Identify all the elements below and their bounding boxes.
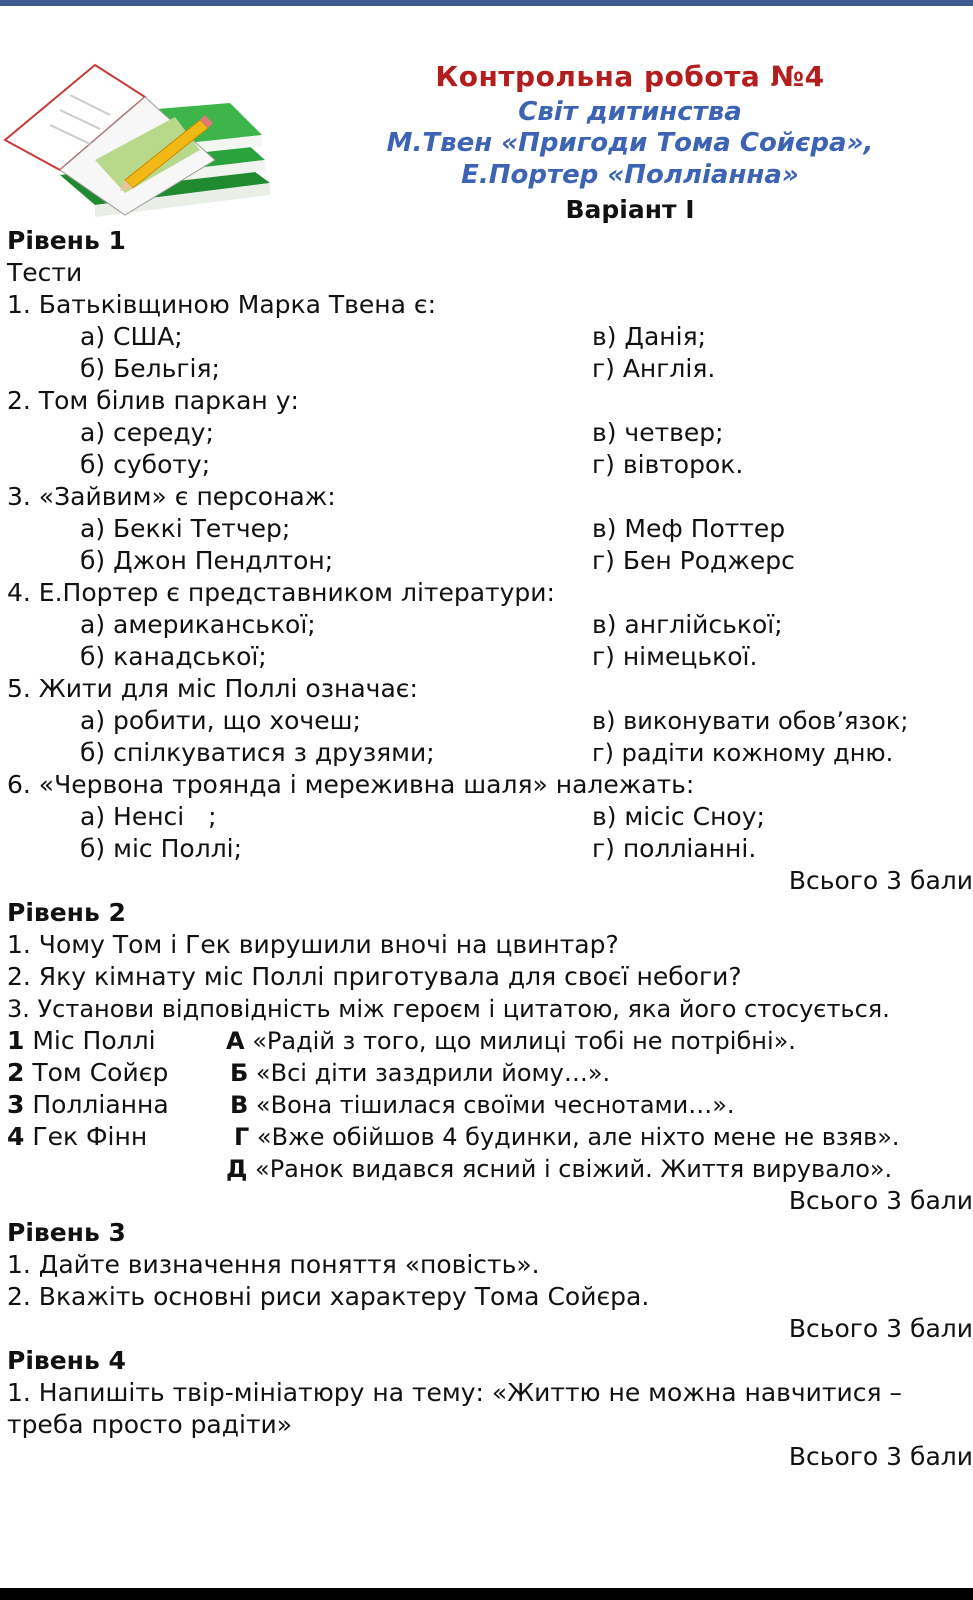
option-a: а) робити, що хочеш;	[80, 706, 361, 735]
option-a: а) американської;	[80, 610, 316, 639]
level-4-task-line-2: треба просто радіти»	[7, 1410, 293, 1439]
level-2-heading: Рівень 2	[7, 898, 126, 927]
top-bar	[0, 0, 973, 6]
quote-letter: Б	[230, 1059, 249, 1087]
hero-number: 4	[7, 1122, 25, 1151]
hero-item	[7, 1058, 168, 1088]
option-c: в) Данія;	[592, 322, 707, 351]
quote-text: «Ранок видався ясний і свіжий. Життя вирувало».	[247, 1155, 893, 1183]
quote-item	[226, 1154, 892, 1184]
option-d: г) Бен Роджерс	[592, 546, 795, 575]
hero-name: Гек Фінн	[24, 1122, 148, 1151]
option-b: б) суботу;	[80, 450, 211, 479]
option-b: б) Бельгія;	[80, 354, 220, 383]
option-d: г) вівторок.	[592, 450, 744, 479]
option-d: г) Англія.	[592, 354, 716, 383]
hero-item	[7, 1026, 156, 1056]
level-3-question-1: 1. Дайте визначення поняття «повість».	[7, 1250, 540, 1279]
level-2-question-3: 3. Установи відповідність між героєм і цитатою, яка його стосується.	[7, 995, 890, 1023]
question-text: 1. Батьківщиною Марка Твена є:	[7, 290, 437, 319]
option-b: б) канадської;	[80, 642, 267, 671]
option-d: г) полліанні.	[592, 834, 757, 863]
question-text: 3. «Зайвим» є персонаж:	[7, 482, 336, 511]
books-illustration	[0, 55, 275, 220]
works-line-2: Е.Портер «Полліанна»	[461, 160, 799, 190]
level-4-total: Всього 3 бали	[788, 1442, 973, 1471]
quote-item	[230, 1090, 735, 1120]
option-b: б) спілкуватися з друзями;	[80, 738, 435, 767]
hero-item	[7, 1090, 169, 1120]
question-text: 4. Е.Портер є представником літератури:	[7, 578, 555, 607]
level-1-subtitle: Тести	[7, 258, 83, 287]
quote-letter: В	[230, 1091, 249, 1119]
level-4-task-line-1: 1. Напишіть твір-мініатюру на тему: «Життю не можна навчитися –	[7, 1378, 902, 1407]
quote-letter: А	[226, 1027, 245, 1055]
quote-text: «Вона тішилася своїми чеснотами…».	[248, 1091, 735, 1119]
hero-item	[7, 1122, 147, 1152]
option-c: в) четвер;	[592, 418, 724, 447]
option-a: а) середу;	[80, 418, 214, 447]
works-line-1: М.Твен «Пригоди Тома Сойєра»,	[386, 128, 874, 158]
level-4-heading: Рівень 4	[7, 1346, 126, 1375]
quote-item	[234, 1122, 900, 1152]
quote-item	[230, 1058, 610, 1088]
bottom-bar	[0, 1588, 973, 1600]
variant-label: Варіант І	[565, 195, 695, 224]
level-3-total: Всього 3 бали	[788, 1314, 973, 1343]
option-c: в) місіс Сноу;	[592, 802, 765, 831]
quote-text: «Вже обійшов 4 будинки, але ніхто мене не взяв».	[249, 1123, 900, 1151]
option-c: в) Меф Поттер	[592, 514, 786, 543]
test-title: Контрольна робота №4	[435, 60, 825, 93]
option-a: а) Ненсі ;	[80, 802, 217, 831]
option-d: г) радіти кожному дню.	[592, 739, 894, 767]
level-2-question-1: 1. Чому Том і Гек вирушили вночі на цвинтар?	[7, 930, 619, 959]
level-1-heading: Рівень 1	[7, 226, 126, 255]
option-c: в) англійської;	[592, 610, 783, 639]
quote-text: «Радій з того, що милиці тобі не потрібні».	[244, 1027, 796, 1055]
level-2-total: Всього 3 бали	[788, 1186, 973, 1215]
hero-number: 2	[7, 1058, 25, 1087]
question-text: 5. Жити для міс Поллі означає:	[7, 674, 418, 703]
level-3-heading: Рівень 3	[7, 1218, 126, 1247]
level-2-question-2: 2. Яку кімнату міс Поллі приготувала для своєї небоги?	[7, 962, 742, 991]
quote-letter: Г	[234, 1123, 250, 1151]
quote-item	[226, 1026, 796, 1056]
topic-title: Світ дитинства	[518, 97, 742, 127]
level-1-total: Всього 3 бали	[788, 866, 973, 895]
quote-text: «Всі діти заздрили йому…».	[248, 1059, 611, 1087]
option-b: б) міс Поллі;	[80, 834, 243, 863]
option-a: а) США;	[80, 322, 183, 351]
option-b: б) Джон Пендлтон;	[80, 546, 334, 575]
option-c: в) виконувати обов’язок;	[592, 707, 909, 735]
level-3-question-2: 2. Вкажіть основні риси характеру Тома Сойєра.	[7, 1282, 650, 1311]
option-a: а) Беккі Тетчер;	[80, 514, 291, 543]
option-d: г) німецької.	[592, 642, 758, 671]
hero-number: 3	[7, 1090, 25, 1119]
hero-name: Міс Поллі	[24, 1026, 156, 1055]
hero-name: Полліанна	[24, 1090, 169, 1119]
hero-name: Том Сойєр	[24, 1058, 169, 1087]
hero-number: 1	[7, 1026, 25, 1055]
question-text: 2. Том білив паркан у:	[7, 386, 299, 415]
quote-letter: Д	[226, 1155, 248, 1183]
question-text: 6. «Червона троянда і мереживна шаля» належать:	[7, 770, 695, 799]
